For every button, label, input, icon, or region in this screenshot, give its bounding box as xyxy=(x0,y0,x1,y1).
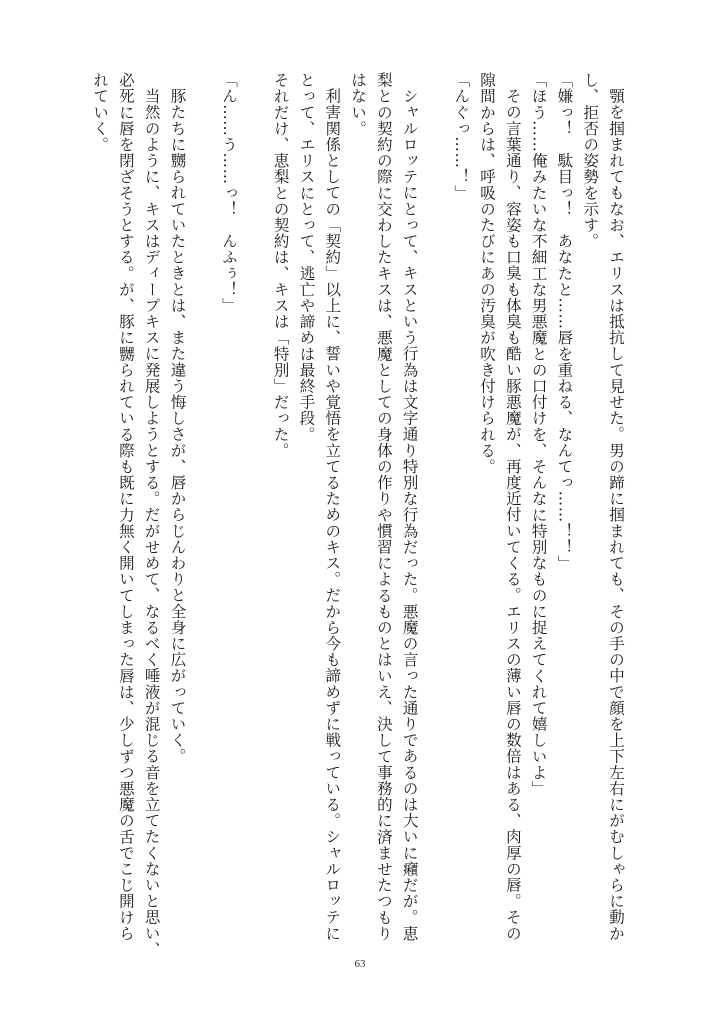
text-line: し、拒否の姿勢を示す。 xyxy=(581,72,600,250)
text-line: 梨との契約の際に交わしたキスは、悪魔としての身体の作りや慣習によるものとはいえ、決して事務的に済ませたつもり xyxy=(374,72,393,942)
text-line: はない。 xyxy=(349,72,368,137)
text-line: それだけ、恵梨との契約は、キスは「特別」だった。 xyxy=(271,72,290,459)
text-line: 「ん……う……っ！ んふぅ！」 xyxy=(220,72,239,314)
text-line: 「ほう……俺みたいな不細工な男悪魔との口付けを、そんなに特別なものに捉えてくれて嬉しいよ」 xyxy=(529,72,548,797)
text-line: とって、エリスにとって、逃亡や諦めは最終手段。 xyxy=(297,72,316,443)
paragraph-gap xyxy=(241,72,267,956)
paragraph-gap xyxy=(189,72,215,956)
text-line: シャルロッテにとって、キスという行為は文字通り特別な行為だった。悪魔の言った通りであるのは大いに癪だが。恵 xyxy=(400,87,419,941)
text-line: 豚たちに嬲られていたときとは、また違う悔しさが、唇からじんわりと全身に広がっていく。 xyxy=(168,87,187,764)
text-line: 利害関係としての「契約」以上に、誓いや覚悟を立てるためのキス。だから今も諦めずに戦っている。シャルロッテに xyxy=(323,87,342,941)
vertical-text-body xyxy=(88,72,628,956)
text-line: 隙間からは、呼吸のたびにあの汚臭が吹き付けられる。 xyxy=(478,72,497,475)
text-line: 顎を掴まれてもなお、エリスは抵抗して見せた。男の蹄に掴まれても、その手の中で顔を上下左右にがむしゃらに動か xyxy=(607,87,625,941)
text-line: 必死に唇を閉ざそうとする。が、豚に嬲られている際も既に力無く開いてしまった唇は、少しずつ悪魔の舌でこじ開けら xyxy=(116,72,135,942)
text-line: れていく。 xyxy=(91,72,110,153)
text-line: 「嫌っ！ 駄目っ！ あなたと……唇を重ねる、なんてっ……！！」 xyxy=(555,72,574,572)
text-line: その言葉通り、容姿も口臭も体臭も酷い豚悪魔が、再度近付いてくる。エリスの薄い唇の数倍はある、肉厚の唇。その xyxy=(503,87,522,941)
page-number: 63 xyxy=(354,958,366,970)
text-line: 「んぐっ……！」 xyxy=(452,72,471,201)
text-line: 当然のように、キスはディープキスに発展しようとする。だがせめて、なるべく唾液が混じる音を立てたくないと思い、 xyxy=(142,87,161,957)
paragraph-gap xyxy=(422,72,448,956)
